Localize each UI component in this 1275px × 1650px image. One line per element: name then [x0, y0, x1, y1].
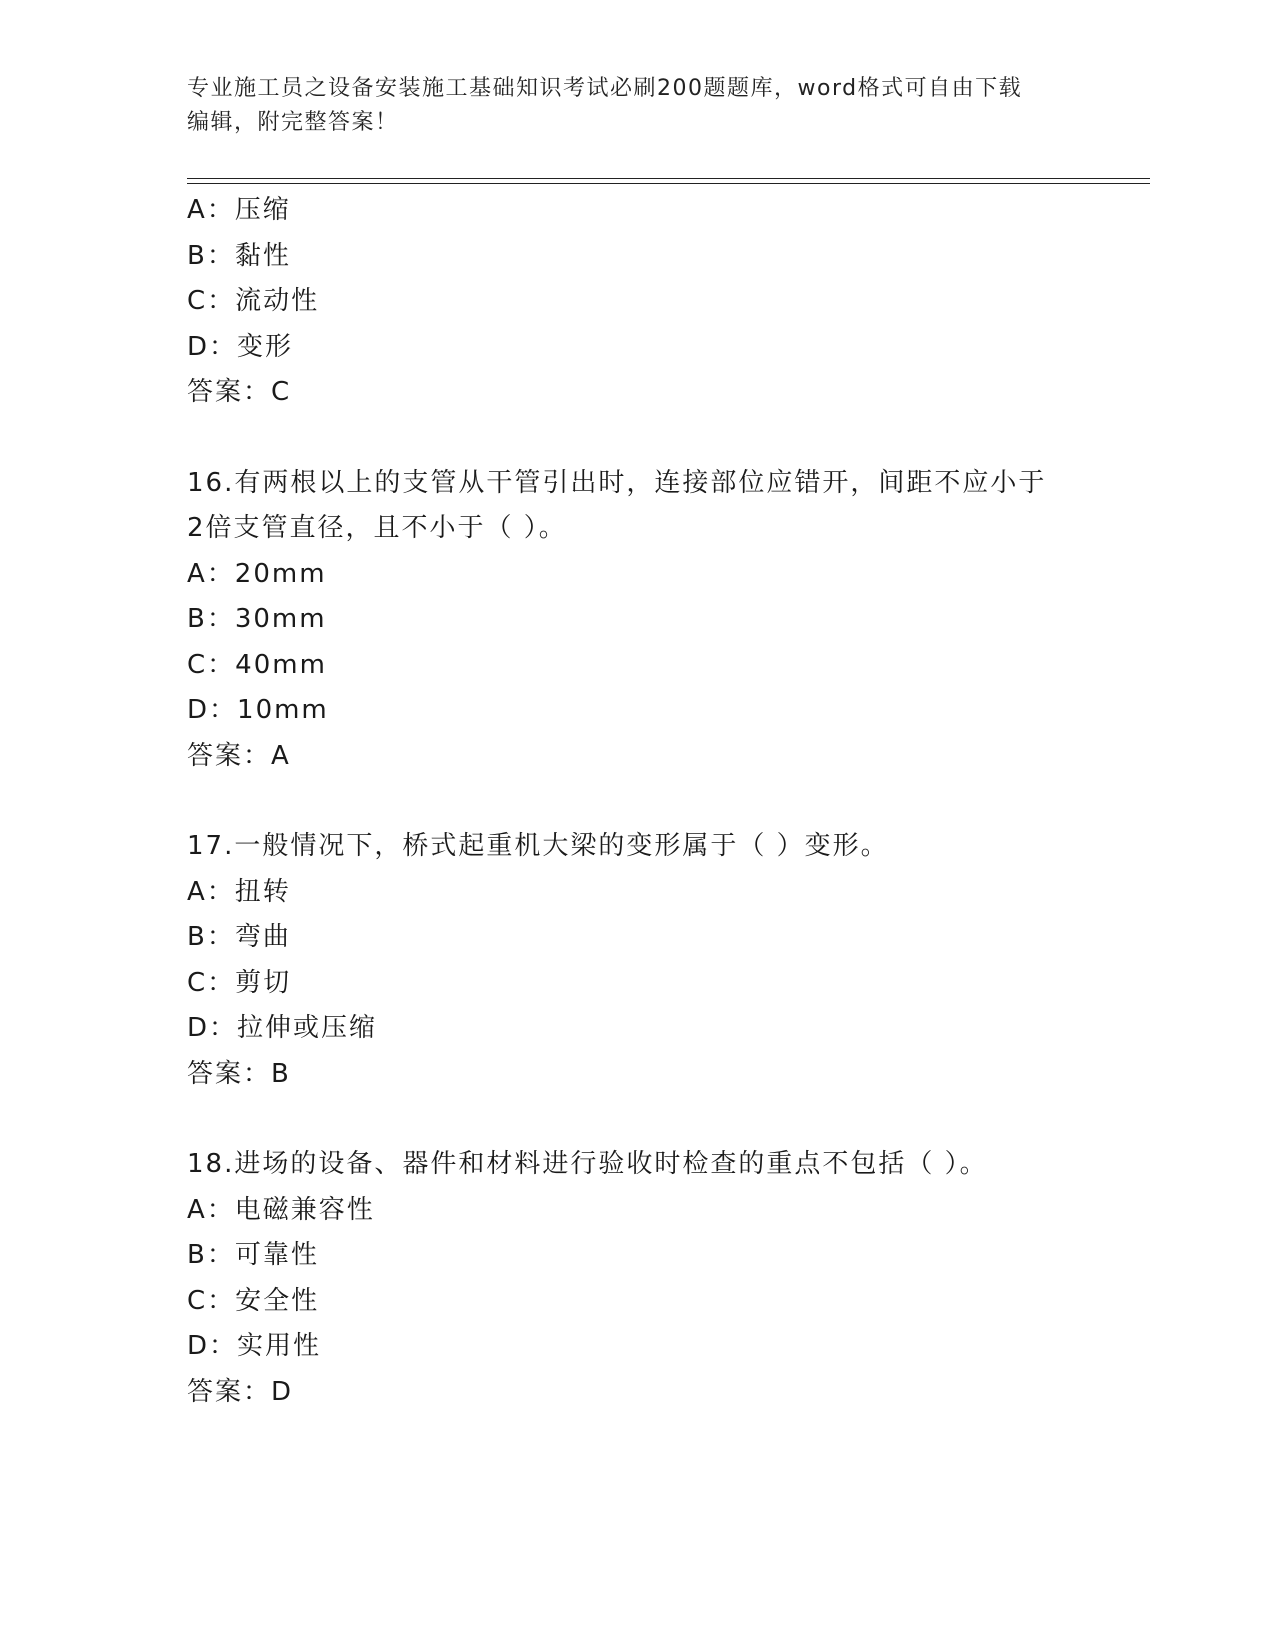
option-d: D：实用性	[187, 1331, 322, 1361]
question-block-16	[187, 461, 1147, 780]
header-divider-bottom	[187, 183, 1150, 184]
option-d: D：拉伸或压缩	[187, 1013, 378, 1043]
question-text-line-1: 18.进场的设备、器件和材料进行验收时检查的重点不包括（ ）。	[187, 1149, 988, 1179]
option-c: C：剪切	[187, 967, 292, 998]
answer-line: 答案：D	[187, 1376, 294, 1407]
option-b: B：30mm	[187, 604, 327, 634]
header-title-line-1: 专业施工员之设备安装施工基础知识考试必刷200题题库，word格式可自由下载	[187, 76, 1023, 101]
question-list	[187, 188, 1147, 1460]
question-text-line-1: 17.一般情况下，桥式起重机大梁的变形属于（ ）变形。	[187, 831, 889, 861]
answer-line: 答案：A	[187, 740, 291, 771]
header-divider-top	[187, 178, 1150, 179]
question-text-line-2: 2倍支管直径，且不小于（ ）。	[187, 513, 567, 543]
question-text-line-1: 16.有两根以上的支管从干管引出时，连接部位应错开，间距不应小于	[187, 467, 1047, 498]
option-a: A：压缩	[187, 195, 291, 225]
option-b: B：黏性	[187, 240, 291, 271]
question-block-17	[187, 824, 1147, 1097]
option-d: D：变形	[187, 331, 294, 362]
question-block-18	[187, 1142, 1147, 1415]
option-c: C：安全性	[187, 1285, 320, 1316]
option-a: A：电磁兼容性	[187, 1194, 375, 1225]
question-block-15	[187, 188, 1147, 416]
option-b: B：可靠性	[187, 1240, 319, 1270]
header-title-line-2: 编辑，附完整答案！	[187, 110, 399, 135]
option-c: C：40mm	[187, 649, 327, 680]
option-b: B：弯曲	[187, 922, 291, 952]
option-d: D：10mm	[187, 695, 329, 725]
answer-line: 答案：C	[187, 377, 292, 407]
option-a: A：扭转	[187, 876, 291, 907]
document-header	[187, 72, 1067, 140]
answer-line: 答案：B	[187, 1058, 291, 1089]
option-c: C：流动性	[187, 286, 320, 316]
option-a: A：20mm	[187, 558, 327, 589]
